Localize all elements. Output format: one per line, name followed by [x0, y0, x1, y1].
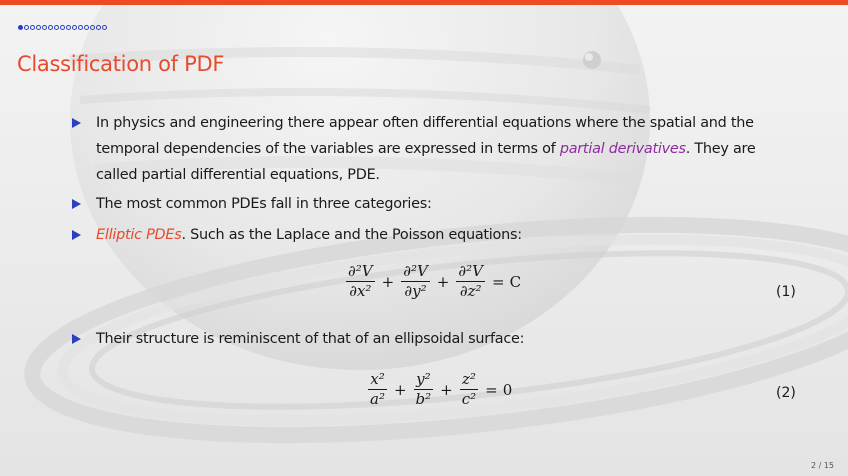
list-item [72, 222, 782, 248]
nav-dot[interactable] [78, 25, 83, 30]
bullet-triangle-icon [72, 118, 81, 128]
nav-dot[interactable] [72, 25, 77, 30]
bullet-text: Their structure is reminiscent of that of an ellipsoidal surface: [96, 331, 525, 347]
equation-number: (2) [776, 385, 796, 401]
emphasis-text: Elliptic PDEs [96, 227, 182, 243]
equation-1: $\frac{\text{∂²V}}{\text{∂x²}}$ + $\frac{\text{∂²V}}{\text{∂y²}}$ + $\frac{\text{∂²V}}{\text{∂z²}}$ = C [348, 262, 522, 300]
fraction: $\frac{\text{z²}}{\text{c²}}$ [461, 370, 477, 408]
nav-dot[interactable] [102, 25, 107, 30]
nav-dot[interactable] [84, 25, 89, 30]
bullet-triangle-icon [72, 199, 81, 209]
fraction: $\frac{\text{x²}}{\text{a²}}$ [370, 370, 385, 408]
equation-number: (1) [776, 284, 796, 300]
fraction: $\frac{\text{∂²V}}{\text{∂y²}}$ [403, 262, 428, 300]
list-item [72, 326, 782, 352]
nav-dot[interactable] [54, 25, 59, 30]
page-number: 2 / 15 [810, 461, 834, 470]
nav-dot[interactable] [36, 25, 41, 30]
nav-dot[interactable] [48, 25, 53, 30]
list-item [72, 110, 782, 188]
bullet-text: In physics and engineering there appear often differential equations where the spatial and the temporal dependencies of the variables are expressed in terms of partial derivatives. They are called partial differential equations, PDE. [96, 115, 756, 183]
bullet-text: The most common PDEs fall in three categories: [96, 196, 432, 212]
emphasis-text: partial derivatives [559, 141, 686, 157]
nav-dot[interactable] [96, 25, 101, 30]
bullet-triangle-icon [72, 230, 81, 240]
top-accent-bar [0, 0, 848, 5]
nav-dot[interactable] [60, 25, 65, 30]
slide-navigation-dots[interactable] [18, 25, 107, 30]
fraction: $\frac{\text{∂²V}}{\text{∂z²}}$ [458, 262, 483, 300]
slide-title: Classification of PDF [17, 52, 225, 76]
nav-dot[interactable] [18, 25, 23, 30]
fraction: $\frac{\text{y²}}{\text{b²}}$ [415, 370, 432, 408]
bullet-text: Elliptic PDEs. Such as the Laplace and the Poisson equations: [96, 227, 522, 243]
nav-dot[interactable] [90, 25, 95, 30]
list-item [72, 191, 782, 217]
equation-2: $\frac{\text{x²}}{\text{a²}}$ + $\frac{\text{y²}}{\text{b²}}$ + $\frac{\text{z²}}{\text{c²}}$ = 0 [370, 370, 513, 408]
nav-dot[interactable] [42, 25, 47, 30]
bullet-triangle-icon [72, 334, 81, 344]
nav-dot[interactable] [24, 25, 29, 30]
nav-dot[interactable] [30, 25, 35, 30]
fraction: $\frac{\text{∂²V}}{\text{∂x²}}$ [348, 262, 373, 300]
nav-dot[interactable] [66, 25, 71, 30]
